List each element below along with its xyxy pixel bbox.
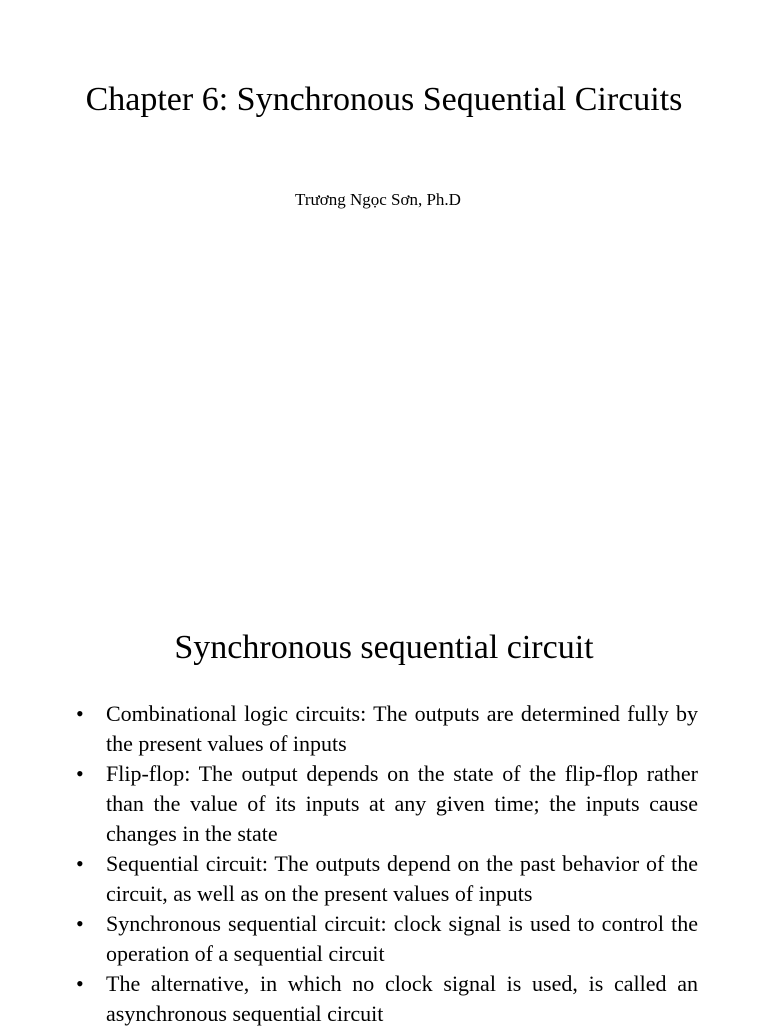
- slide-content: [0, 576, 768, 1024]
- bullet-text: Sequential circuit: The outputs depend on the past behavior of the circuit, as well as on the present values of inputs: [106, 851, 698, 906]
- slide-heading: Synchronous sequential circuit: [174, 629, 594, 666]
- bullet-text: The alternative, in which no clock signal is used, is called an asynchronous sequential circuit: [106, 971, 698, 1026]
- list-item: [76, 849, 698, 909]
- bullet-icon: •: [76, 971, 84, 996]
- author-name: Trương Ngọc Sơn, Ph.D: [295, 190, 461, 209]
- bullet-text: Synchronous sequential circuit: clock signal is used to control the operation of a sequential circuit: [106, 911, 698, 966]
- list-item: [76, 699, 698, 759]
- list-item: [76, 759, 698, 849]
- bullet-text: Flip-flop: The output depends on the state of the flip-flop rather than the value of its inputs at any given time; the inputs cause changes in the state: [106, 761, 698, 846]
- bullet-icon: •: [76, 761, 84, 786]
- bullet-icon: •: [76, 701, 84, 726]
- list-item: [76, 909, 698, 969]
- chapter-title: Chapter 6: Synchronous Sequential Circuits: [85, 81, 683, 118]
- bullet-icon: •: [76, 911, 84, 936]
- bullet-list: [76, 699, 698, 1029]
- bullet-icon: •: [76, 851, 84, 876]
- list-item: [76, 969, 698, 1029]
- bullet-text: Combinational logic circuits: The outputs are determined fully by the present values of inputs: [106, 701, 698, 756]
